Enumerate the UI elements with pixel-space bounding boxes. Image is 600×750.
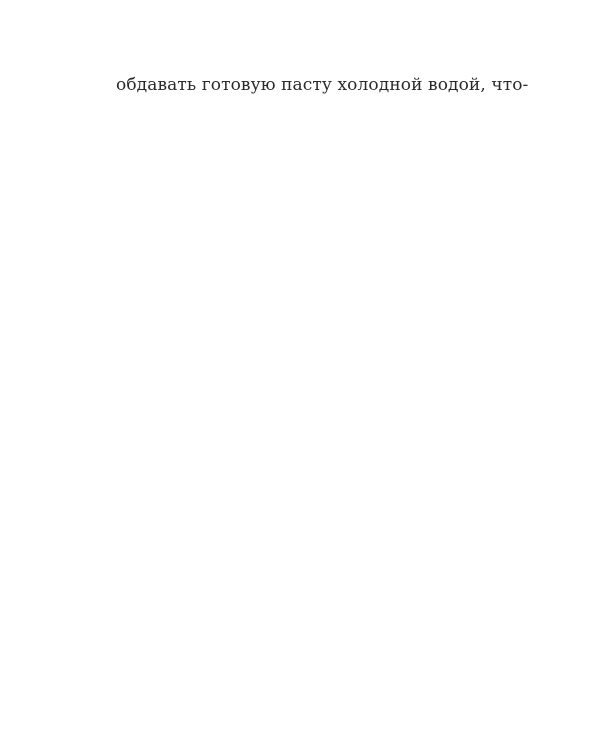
text-lines	[116, 72, 529, 99]
text-line: обдавать готовую пасту холодной водой, что-	[116, 75, 529, 95]
